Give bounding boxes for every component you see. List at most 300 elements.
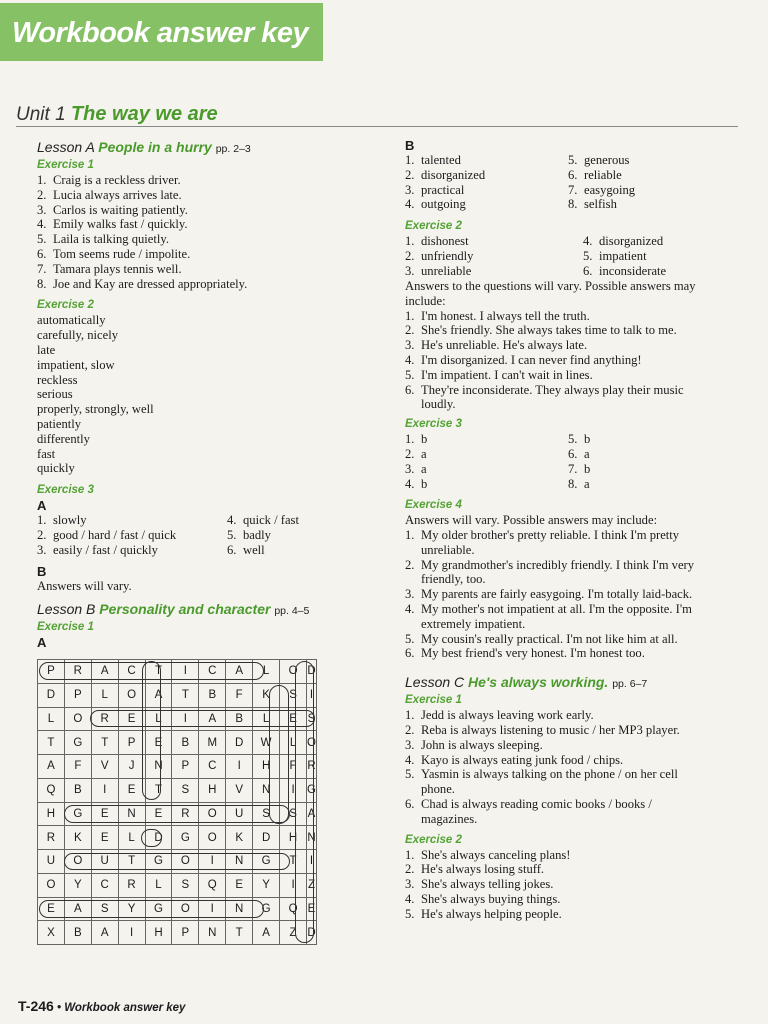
answer-line (405, 249, 473, 264)
item-number: 6. (405, 796, 415, 811)
grid-cell: N (145, 755, 172, 779)
answer-line: quickly (37, 461, 75, 476)
answer-circle (269, 685, 288, 824)
answer-line (227, 528, 271, 543)
answer-text: disorganized (421, 167, 486, 182)
grid-cell: H (38, 802, 65, 826)
grid-cell: D (145, 826, 172, 850)
lesson-b-ex2-list (405, 234, 735, 279)
answer-text: extremely impatient. (421, 616, 526, 631)
answer-text: Reba is always listening to music / her MP3 player. (421, 722, 680, 737)
exercise-heading: Exercise 4 (405, 499, 462, 512)
item-number: 3. (405, 587, 415, 602)
answer-circle (64, 853, 289, 871)
exercise-heading: Exercise 2 (405, 833, 462, 846)
exercise-heading: Exercise 3 (405, 418, 462, 431)
item-number: 1. (405, 308, 415, 323)
unit-heading (16, 103, 218, 126)
item-number: 1. (405, 432, 415, 447)
answer-line (568, 168, 622, 183)
answer-text: She's friendly. She always takes time to talk to me. (421, 323, 677, 338)
answer-line (583, 264, 666, 279)
answer-line (405, 353, 735, 368)
lesson-a-heading: Lesson A People in a hurry pp. 2–3 (37, 139, 251, 155)
grid-cell: T (145, 660, 172, 684)
grid-cell: E (145, 802, 172, 826)
answer-circle (39, 900, 264, 918)
grid-cell: A (91, 921, 118, 945)
grid-cell: O (38, 873, 65, 897)
grid-cell: K (64, 826, 91, 850)
item-number: 8. (37, 276, 47, 291)
answer-line (37, 232, 337, 247)
item-number: 2. (37, 187, 47, 202)
grid-cell: M (199, 731, 226, 755)
item-number: 2. (405, 722, 415, 737)
answer-line (568, 447, 590, 462)
answer-line (37, 217, 337, 232)
answer-text: Kayo is always eating junk food / chips. (421, 752, 624, 767)
answer-text: generous (584, 153, 630, 167)
grid-cell: J (118, 755, 145, 779)
answer-text: John is always sleeping. (421, 737, 543, 752)
item-number: 6. (37, 246, 47, 261)
answer-line (405, 477, 427, 492)
answer-text: She's always telling jokes. (421, 877, 554, 892)
grid-cell: V (91, 755, 118, 779)
item-number: 5. (37, 232, 47, 247)
grid-cell: A (226, 660, 253, 684)
answer-text: talented (421, 153, 461, 167)
grid-cell: I (91, 778, 118, 802)
grid-cell: A (91, 660, 118, 684)
answer-text: Chad is always reading comic books / books / (421, 796, 652, 811)
answer-line (405, 168, 485, 183)
answer-line (405, 323, 735, 338)
answer-line (405, 558, 735, 573)
grid-cell: L (145, 707, 172, 731)
lesson-b-ex1-b-list (405, 153, 735, 213)
answer-text: unfriendly (421, 248, 474, 263)
answer-text: well (243, 542, 265, 557)
item-number: 1. (405, 847, 415, 862)
grid-cell: I (306, 683, 316, 707)
lesson-a-ex3-list (37, 513, 337, 558)
answer-text: inconsiderate (599, 263, 667, 278)
answer-line: differently (37, 431, 90, 446)
grid-cell: P (172, 921, 199, 945)
answer-circle (64, 805, 289, 823)
grid-cell: E (145, 731, 172, 755)
grid-cell: A (64, 897, 91, 921)
grid-cell: L (118, 826, 145, 850)
answer-line (405, 723, 735, 738)
grid-cell: K (226, 826, 253, 850)
grid-cell: G (172, 826, 199, 850)
answer-text: reliable (584, 167, 622, 182)
answer-line (405, 528, 735, 543)
grid-cell: S (280, 683, 307, 707)
item-number: 7. (568, 461, 578, 476)
answer-text: My grandmother's incredibly friendly. I think I'm very (421, 557, 695, 572)
answer-line (37, 543, 158, 558)
answer-text: He's always helping people. (421, 906, 562, 921)
answer-text: Tamara plays tennis well. (53, 261, 182, 276)
item-number: 6. (568, 446, 578, 461)
answer-line: reckless (37, 372, 78, 387)
answer-text: My cousin's really practical. I'm not like him at all. (421, 631, 678, 646)
grid-cell: R (306, 755, 316, 779)
left-column (37, 138, 337, 650)
answer-circle (141, 829, 162, 847)
grid-cell: I (172, 660, 199, 684)
item-number: 4. (405, 891, 415, 906)
answer-line (405, 587, 735, 602)
lesson-b-ex4-list (405, 528, 735, 661)
grid-cell: R (172, 802, 199, 826)
answer-line (568, 477, 590, 492)
lesson-a-ex2-list (37, 313, 337, 476)
answer-line (405, 432, 427, 447)
banner-title: Workbook answer key (12, 17, 309, 49)
answer-line (405, 862, 735, 877)
grid-cell: O (306, 731, 316, 755)
item-number: 2. (405, 862, 415, 877)
lesson-c-ex1-list (405, 708, 735, 826)
answer-text: slowly (53, 513, 87, 528)
item-number: 1. (405, 527, 415, 542)
answer-text: unreliable. (421, 542, 475, 557)
grid-cell: O (199, 802, 226, 826)
answer-text: a (421, 446, 427, 461)
grid-cell: A (253, 921, 280, 945)
answer-text: My mother's not impatient at all. I'm the opposite. I'm (421, 601, 692, 616)
answer-text: I'm impatient. I can't wait in lines. (421, 367, 593, 382)
header-banner (0, 3, 323, 61)
answer-text: a (584, 476, 590, 491)
answer-line (405, 183, 464, 198)
answer-text: Laila is talking quietly. (53, 232, 169, 247)
item-number: 5. (568, 432, 578, 447)
grid-cell: I (199, 850, 226, 874)
grid-cell: F (64, 755, 91, 779)
answer-line (405, 153, 461, 168)
lesson-b-heading: Lesson B Personality and character pp. 4–5 (37, 600, 310, 617)
exercise-heading: Exercise 1 (37, 159, 94, 171)
grid-cell: T (172, 683, 199, 707)
answer-text: loudly. (421, 397, 456, 412)
grid-cell: W (253, 731, 280, 755)
answer-line (405, 309, 735, 324)
grid-cell: O (280, 660, 307, 684)
grid-cell: I (226, 755, 253, 779)
grid-row (38, 921, 317, 945)
item-number: 5. (405, 767, 415, 782)
grid-cell: U (226, 802, 253, 826)
item-number: 5. (405, 631, 415, 646)
answer-line (405, 632, 735, 647)
grid-cell: S (91, 897, 118, 921)
answer-line: carefully, nicely (37, 328, 118, 343)
answer-line (568, 153, 629, 168)
grid-cell: V (226, 778, 253, 802)
answer-line (405, 447, 427, 462)
grid-cell: H (145, 921, 172, 945)
grid-cell: H (253, 755, 280, 779)
item-number: 2. (37, 527, 47, 542)
answer-text: easygoing (584, 182, 636, 197)
answer-line: fast (37, 446, 56, 461)
answer-text: b (421, 432, 428, 447)
item-number: 4. (405, 352, 415, 367)
grid-cell: G (145, 850, 172, 874)
grid-cell: T (91, 731, 118, 755)
answer-line: impatient, slow (37, 357, 115, 372)
item-number: 4. (227, 513, 237, 528)
lesson-b-ex3-list (405, 432, 735, 492)
exercise-heading: Exercise 2 (37, 299, 94, 312)
item-number: 5. (583, 248, 593, 263)
grid-cell: E (118, 707, 145, 731)
answer-line (405, 462, 427, 477)
answer-line (568, 432, 590, 447)
grid-cell: G (253, 850, 280, 874)
grid-cell: P (38, 660, 65, 684)
answer-text: b (584, 432, 591, 447)
grid-cell: P (118, 731, 145, 755)
grid-cell: B (64, 921, 91, 945)
answer-line (405, 892, 735, 907)
item-number: 2. (405, 557, 415, 572)
grid-cell: Q (38, 778, 65, 802)
answer-text: b (421, 476, 428, 491)
grid-cell: F (280, 755, 307, 779)
grid-cell: E (306, 897, 316, 921)
answer-text: good / hard / fast / quick (53, 527, 177, 542)
item-number: 3. (37, 202, 47, 217)
item-number: 3. (405, 182, 415, 197)
item-number: 1. (405, 153, 415, 167)
grid-cell: R (38, 826, 65, 850)
answer-text: They're inconsiderate. They always play their music (421, 382, 684, 397)
lesson-b-ex2-answers (405, 309, 735, 398)
answer-line (37, 188, 337, 203)
answer-text: I'm honest. I always tell the truth. (421, 308, 590, 323)
grid-cell: O (118, 683, 145, 707)
item-number: 6. (405, 382, 415, 397)
item-number: 5. (227, 527, 237, 542)
grid-cell: A (145, 683, 172, 707)
answer-line (405, 602, 735, 617)
page-number: T-246 (18, 998, 54, 1014)
grid-cell: T (38, 731, 65, 755)
item-number: 1. (405, 234, 415, 248)
grid-cell: H (280, 826, 307, 850)
answer-text: unreliable (421, 263, 472, 278)
grid-cell: L (91, 683, 118, 707)
grid-cell: N (253, 778, 280, 802)
item-number: 2. (405, 248, 415, 263)
answer-circle (142, 661, 161, 800)
answer-line (227, 513, 299, 528)
unit-divider (16, 126, 738, 127)
grid-cell: Q (199, 873, 226, 897)
grid-cell: O (172, 897, 199, 921)
answer-text: magazines. (421, 811, 478, 826)
grid-cell: F (226, 683, 253, 707)
item-number: 6. (583, 263, 593, 278)
grid-cell: N (118, 802, 145, 826)
item-number: 4. (37, 217, 47, 232)
grid-cell: S (253, 802, 280, 826)
item-number: 1. (37, 173, 47, 187)
answer-text: My parents are fairly easygoing. I'm totally laid-back. (421, 587, 693, 602)
answer-line (568, 462, 590, 477)
answer-text: a (584, 446, 590, 461)
answer-text: phone. (421, 782, 455, 797)
item-number: 8. (568, 197, 578, 212)
answer-text: Lucia always arrives late. (53, 187, 182, 202)
grid-cell: O (64, 850, 91, 874)
answer-text: b (584, 461, 591, 476)
answer-line: properly, strongly, well (37, 402, 154, 417)
answer-line (37, 262, 337, 277)
item-number: 3. (37, 542, 47, 557)
answer-text: My older brother's pretty reliable. I think I'm pretty (421, 527, 680, 542)
item-number: 3. (405, 461, 415, 476)
grid-cell: Y (64, 873, 91, 897)
item-number: 4. (583, 234, 593, 248)
grid-cell: E (91, 802, 118, 826)
section-label: B (37, 564, 47, 580)
grid-cell: B (226, 707, 253, 731)
answer-line (405, 338, 735, 353)
answer-line (405, 767, 735, 782)
answer-text: Answers to the questions will vary. Possible answers may (405, 279, 696, 293)
page-footer: T-246 • Workbook answer key (18, 998, 186, 1014)
answer-text: outgoing (421, 197, 466, 212)
answer-circle (295, 661, 314, 943)
grid-cell: B (64, 778, 91, 802)
answer-line (405, 368, 735, 383)
grid-cell: Z (280, 921, 307, 945)
answer-text: My best friend's very honest. I'm honest too. (421, 646, 645, 661)
grid-cell: C (199, 660, 226, 684)
grid-cell: D (38, 683, 65, 707)
answer-line: late (37, 342, 56, 357)
unit-label: Unit 1 (16, 104, 66, 125)
answer-line (37, 173, 337, 188)
grid-cell: T (118, 850, 145, 874)
grid-cell: S (280, 802, 307, 826)
answer-line: patiently (37, 416, 82, 431)
grid-cell: G (306, 778, 316, 802)
answer-line (583, 249, 647, 264)
answer-line: serious (37, 387, 73, 402)
section-label: A (37, 634, 47, 650)
grid-cell: P (64, 683, 91, 707)
exercise-heading: Exercise 1 (405, 694, 462, 707)
grid-cell: S (306, 707, 316, 731)
grid-cell: S (172, 778, 199, 802)
answer-text: Joe and Kay are dressed appropriately. (53, 276, 248, 291)
grid-cell: S (172, 873, 199, 897)
grid-cell: R (91, 707, 118, 731)
item-number: 5. (405, 906, 415, 921)
grid-cell: O (64, 707, 91, 731)
item-number: 4. (405, 601, 415, 616)
item-number: 7. (568, 182, 578, 197)
grid-cell: Y (253, 873, 280, 897)
grid-cell: A (38, 755, 65, 779)
answer-text: easily / fast / quickly (53, 542, 158, 557)
grid-cell: N (226, 850, 253, 874)
answer-text: He's unreliable. He's always late. (421, 338, 588, 353)
grid-cell: D (226, 731, 253, 755)
answer-line (405, 877, 735, 892)
grid-cell: R (64, 660, 91, 684)
grid-cell: T (226, 921, 253, 945)
exercise-heading: Exercise 3 (37, 484, 94, 497)
grid-cell: U (91, 850, 118, 874)
grid-cell: E (38, 897, 65, 921)
item-number: 6. (568, 167, 578, 182)
answer-line (405, 708, 735, 723)
answer-line (37, 528, 176, 543)
answer-line (405, 197, 466, 212)
grid-cell: C (91, 873, 118, 897)
grid-row (38, 826, 317, 850)
answer-line (37, 203, 337, 218)
grid-cell: G (253, 897, 280, 921)
grid-cell: L (38, 707, 65, 731)
grid-cell: I (306, 850, 316, 874)
grid-cell: B (199, 683, 226, 707)
item-number: 4. (405, 752, 415, 767)
grid-cell: E (280, 707, 307, 731)
answer-line (405, 753, 735, 768)
grid-cell: C (199, 755, 226, 779)
grid-cell: G (64, 731, 91, 755)
grid-cell: L (253, 660, 280, 684)
item-number: 2. (405, 446, 415, 461)
grid-cell: A (306, 802, 316, 826)
grid-cell: U (38, 850, 65, 874)
answer-text: Answers will vary. Possible answers may include: (405, 513, 658, 528)
item-number: 3. (405, 877, 415, 892)
answer-line (405, 383, 735, 398)
answer-text: Answers will vary. (37, 579, 132, 594)
grid-cell: Z (306, 873, 316, 897)
item-number: 2. (405, 167, 415, 182)
exercise-heading: Exercise 2 (405, 220, 462, 232)
grid-cell: I (199, 897, 226, 921)
answer-text: Jedd is always leaving work early. (421, 708, 594, 723)
answer-line (405, 234, 469, 249)
grid-cell: T (145, 778, 172, 802)
answer-line (583, 234, 663, 249)
footer-title: Workbook answer key (64, 1002, 186, 1014)
item-number: 8. (568, 476, 578, 491)
answer-text: dishonest (421, 234, 469, 248)
item-number: 6. (405, 646, 415, 661)
item-number: 3. (405, 338, 415, 353)
item-number: 4. (405, 197, 415, 212)
lesson-c-heading: Lesson C He's always working. pp. 6–7 (405, 674, 648, 691)
answer-text: Yasmin is always talking on the phone / on her cell (421, 767, 678, 782)
grid-cell: T (280, 850, 307, 874)
right-column (405, 138, 735, 922)
